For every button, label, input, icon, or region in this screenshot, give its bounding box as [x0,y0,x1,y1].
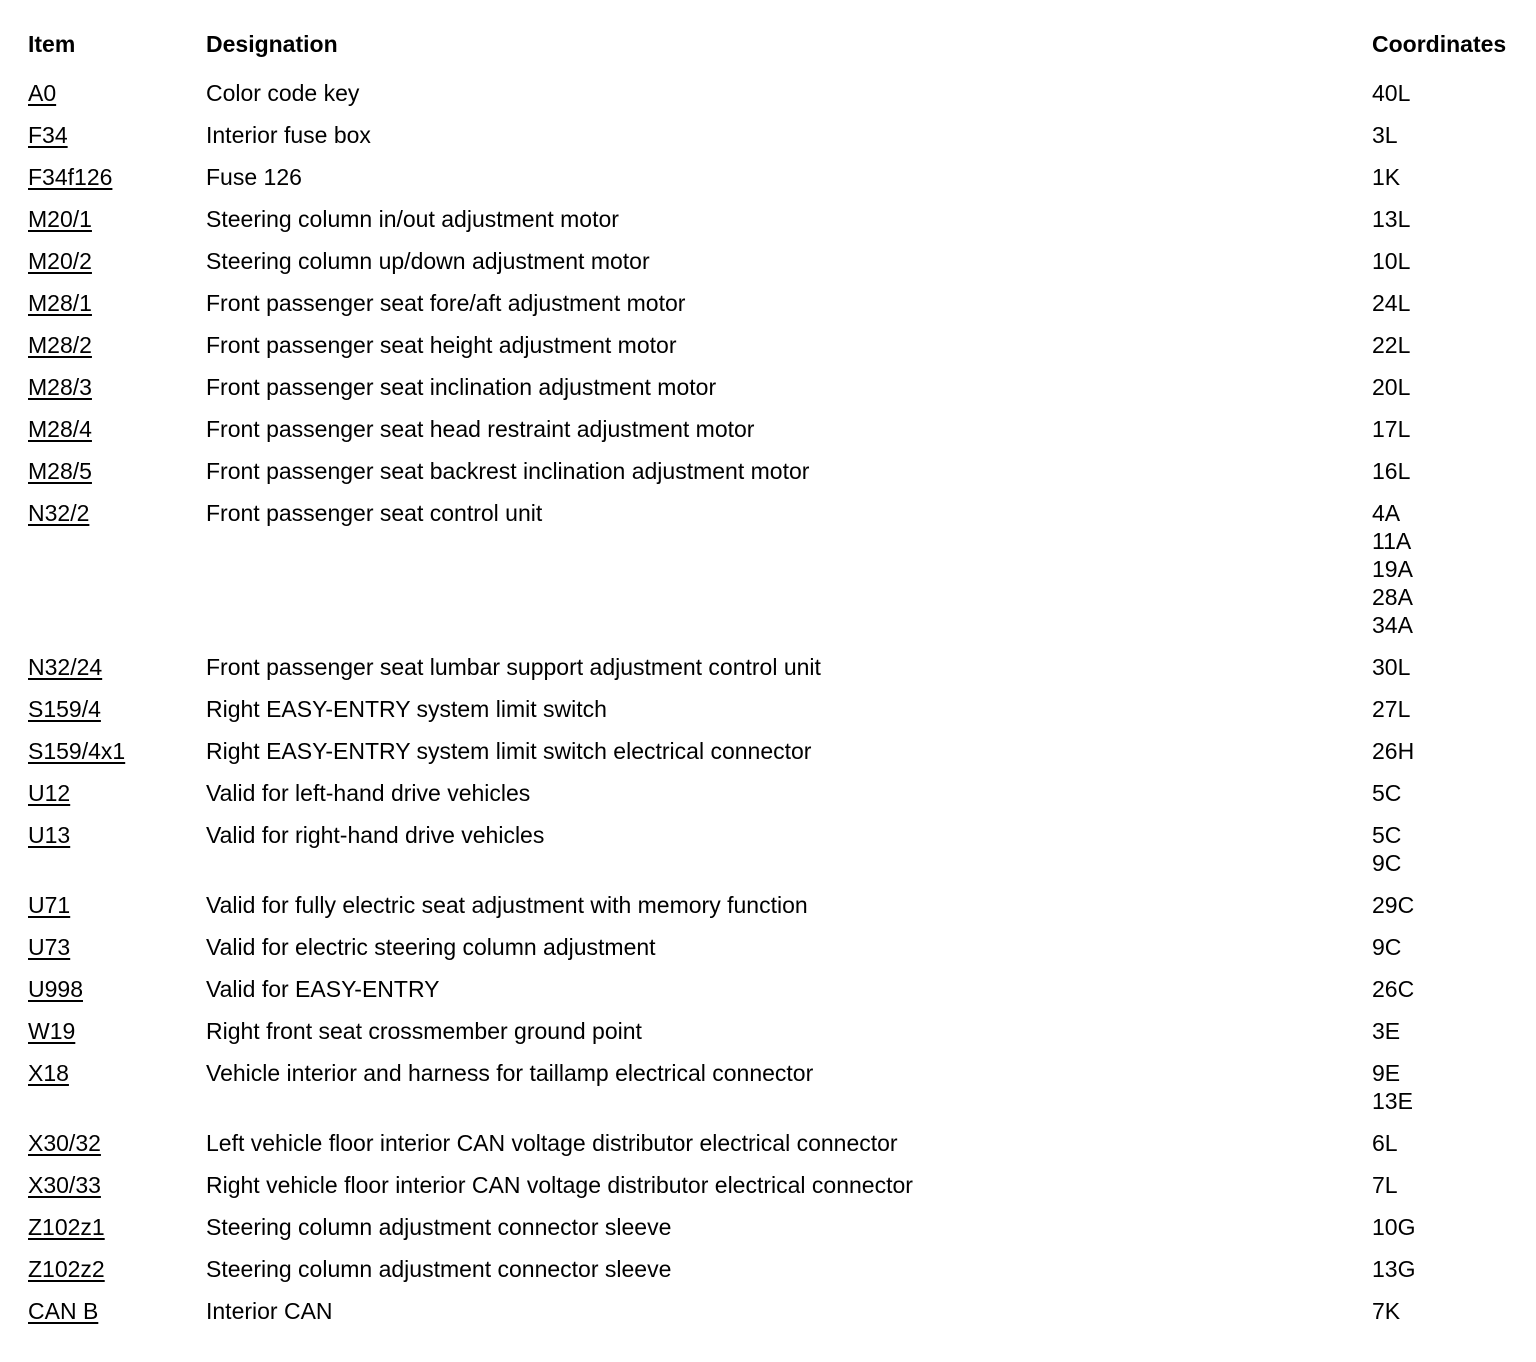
table-row [28,408,1528,450]
item-link[interactable]: M28/2 [28,332,92,358]
coordinates-cell [1372,653,1528,681]
coordinates-cell [1372,737,1528,765]
item-cell [28,891,206,919]
item-cell [28,779,206,807]
coordinate-value: 10L [1372,248,1411,274]
designation-cell: Front passenger seat control unit [206,500,543,526]
item-link[interactable]: N32/2 [28,500,90,526]
coordinates-cell [1372,205,1528,233]
item-cell [28,1213,206,1241]
item-link[interactable]: M28/5 [28,458,92,484]
coordinates-cell [1372,247,1528,275]
item-cell [28,499,206,527]
item-cell [28,289,206,317]
item-link[interactable]: X18 [28,1060,69,1086]
item-cell [28,373,206,401]
coordinate-value: 10G [1372,1214,1416,1240]
item-link[interactable]: M20/2 [28,248,92,274]
table-row [28,772,1528,814]
header-designation: Designation [206,31,338,57]
designation-cell: Valid for right-hand drive vehicles [206,822,545,848]
coordinates-cell [1372,779,1528,807]
item-cell [28,415,206,443]
item-cell [28,205,206,233]
component-legend-table [28,24,1528,1332]
table-row [28,1164,1528,1206]
designation-cell: Steering column adjustment connector sleeve [206,1214,672,1240]
coordinates-cell [1372,373,1528,401]
item-link[interactable]: M28/3 [28,374,92,400]
designation-cell: Right front seat crossmember ground point [206,1018,642,1044]
coordinate-value: 20L [1372,374,1411,400]
coordinate-value: 4A [1372,500,1401,526]
coordinates-cell [1372,1213,1528,1241]
coordinate-value: 3E [1372,1018,1401,1044]
item-cell [28,653,206,681]
coordinates-cell [1372,1297,1528,1325]
coordinate-value: 24L [1372,290,1411,316]
designation-cell: Right EASY-ENTRY system limit switch [206,696,607,722]
item-link[interactable]: W19 [28,1018,76,1044]
table-row [28,646,1528,688]
table-row [28,156,1528,198]
item-link[interactable]: Z102z1 [28,1214,105,1240]
coordinates-cell [1372,289,1528,317]
coordinate-value: 30L [1372,654,1411,680]
designation-cell: Steering column adjustment connector sleeve [206,1256,672,1282]
item-link[interactable]: X30/33 [28,1172,101,1198]
designation-cell: Left vehicle floor interior CAN voltage distributor electrical connector [206,1130,898,1156]
item-cell [28,975,206,1003]
table-row [28,114,1528,156]
coordinate-value: 40L [1372,80,1411,106]
table-row [28,968,1528,1010]
table-row [28,1206,1528,1248]
item-cell [28,1171,206,1199]
designation-cell: Color code key [206,80,360,106]
coordinates-cell [1372,1017,1528,1045]
designation-cell: Valid for electric steering column adjustment [206,934,656,960]
coordinates-cell [1372,891,1528,919]
table-row [28,1010,1528,1052]
designation-cell: Valid for fully electric seat adjustment with memory function [206,892,808,918]
header-coordinates: Coordinates [1372,31,1507,57]
table-row [28,198,1528,240]
table-row [28,1248,1528,1290]
table-row [28,730,1528,772]
coordinate-value: 13G [1372,1256,1416,1282]
item-link[interactable]: F34 [28,122,68,148]
header-item: Item [28,31,76,57]
designation-cell: Valid for EASY-ENTRY [206,976,440,1002]
item-link[interactable]: CAN B [28,1298,99,1324]
coordinate-value: 22L [1372,332,1411,358]
item-cell [28,331,206,359]
coordinates-cell [1372,821,1528,877]
item-link[interactable]: U71 [28,892,71,918]
coordinate-value: 7K [1372,1298,1401,1324]
table-row [28,926,1528,968]
item-cell [28,1255,206,1283]
item-cell [28,821,206,849]
coordinate-value: 34A [1372,612,1413,638]
coordinate-value: 27L [1372,696,1411,722]
table-row [28,884,1528,926]
item-link[interactable]: S159/4x1 [28,738,126,764]
item-cell [28,1297,206,1325]
table-row [28,814,1528,884]
designation-cell: Vehicle interior and harness for taillamp electrical connector [206,1060,814,1086]
item-link[interactable]: U13 [28,822,71,848]
item-link[interactable]: M20/1 [28,206,92,232]
table-row [28,1290,1528,1332]
coordinate-value: 3L [1372,122,1398,148]
coordinate-value: 28A [1372,584,1413,610]
table-row [28,1052,1528,1122]
designation-cell: Front passenger seat head restraint adjustment motor [206,416,755,442]
item-link[interactable]: M28/1 [28,290,92,316]
table-row [28,1122,1528,1164]
coordinate-value: 17L [1372,416,1411,442]
designation-cell: Front passenger seat lumbar support adjustment control unit [206,654,821,680]
item-link[interactable]: U73 [28,934,71,960]
coordinate-value: 5C [1372,822,1402,848]
coordinate-value: 9C [1372,850,1402,876]
coordinates-cell [1372,415,1528,443]
item-cell [28,1129,206,1157]
table-row [28,282,1528,324]
coordinate-value: 1K [1372,164,1401,190]
coordinates-cell [1372,1059,1528,1115]
coordinates-cell [1372,1255,1528,1283]
item-link[interactable]: Z102z2 [28,1256,105,1282]
coordinates-cell [1372,121,1528,149]
designation-cell: Interior CAN [206,1298,333,1324]
designation-cell: Front passenger seat height adjustment motor [206,332,677,358]
coordinates-cell [1372,331,1528,359]
table-row [28,366,1528,408]
table-row [28,450,1528,492]
designation-cell: Front passenger seat inclination adjustment motor [206,374,717,400]
item-cell [28,933,206,961]
coordinate-value: 19A [1372,556,1413,582]
table-header [28,24,1528,72]
table-body [28,72,1528,1332]
item-link[interactable]: X30/32 [28,1130,101,1156]
coordinate-value: 29C [1372,892,1415,918]
coordinate-value: 6L [1372,1130,1398,1156]
item-link[interactable]: N32/24 [28,654,103,680]
item-cell [28,1059,206,1087]
item-cell [28,737,206,765]
coordinate-value: 13L [1372,206,1411,232]
item-link[interactable]: S159/4 [28,696,101,722]
item-cell [28,1017,206,1045]
designation-cell: Steering column up/down adjustment motor [206,248,650,274]
coordinate-value: 16L [1372,458,1411,484]
coordinate-value: 5C [1372,780,1402,806]
table-row [28,492,1528,646]
item-cell [28,163,206,191]
table-row [28,688,1528,730]
designation-cell: Front passenger seat backrest inclination adjustment motor [206,458,810,484]
coordinates-cell [1372,695,1528,723]
coordinates-cell [1372,975,1528,1003]
designation-cell: Interior fuse box [206,122,371,148]
item-link[interactable]: M28/4 [28,416,92,442]
designation-cell: Steering column in/out adjustment motor [206,206,619,232]
item-cell [28,79,206,107]
item-link[interactable]: A0 [28,80,57,106]
item-cell [28,247,206,275]
designation-cell: Right vehicle floor interior CAN voltage distributor electrical connector [206,1172,913,1198]
coordinate-value: 9E [1372,1060,1401,1086]
item-cell [28,121,206,149]
coordinates-cell [1372,933,1528,961]
coordinate-value: 13E [1372,1088,1413,1114]
coordinates-cell [1372,457,1528,485]
designation-cell: Fuse 126 [206,164,302,190]
coordinate-value: 7L [1372,1172,1398,1198]
coordinates-cell [1372,499,1528,639]
item-cell [28,695,206,723]
designation-cell: Valid for left-hand drive vehicles [206,780,531,806]
item-link[interactable]: U998 [28,976,83,1002]
item-link[interactable]: F34f126 [28,164,113,190]
coordinates-cell [1372,79,1528,107]
designation-cell: Right EASY-ENTRY system limit switch electrical connector [206,738,812,764]
coordinates-cell [1372,1171,1528,1199]
coordinate-value: 9C [1372,934,1402,960]
item-cell [28,457,206,485]
item-link[interactable]: U12 [28,780,71,806]
table-row [28,72,1528,114]
coordinate-value: 11A [1372,528,1412,554]
coordinate-value: 26C [1372,976,1415,1002]
coordinates-cell [1372,1129,1528,1157]
designation-cell: Front passenger seat fore/aft adjustment motor [206,290,686,316]
coordinates-cell [1372,163,1528,191]
table-row [28,240,1528,282]
coordinate-value: 26H [1372,738,1415,764]
table-row [28,324,1528,366]
